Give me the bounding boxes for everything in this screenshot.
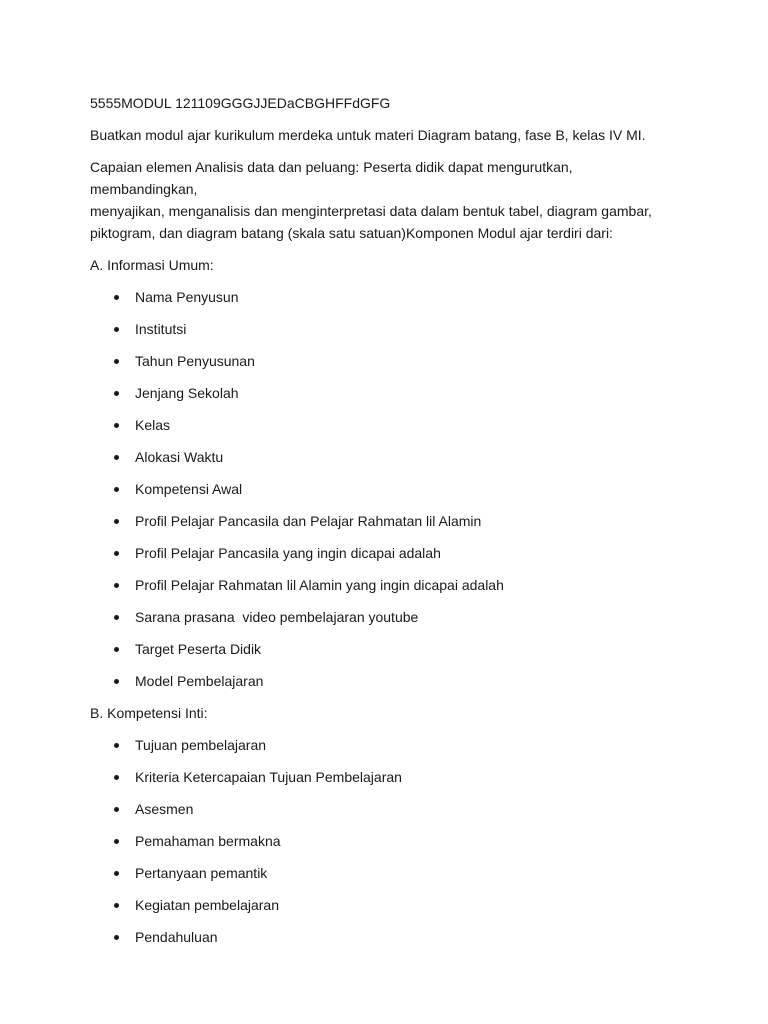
list-item-text: Profil Pelajar Pancasila dan Pelajar Rahmatan lil Alamin <box>135 513 482 529</box>
list-item-text: Kelas <box>135 417 171 433</box>
list-item <box>90 510 676 532</box>
bullet-icon <box>114 551 119 556</box>
list-item-text: Jenjang Sekolah <box>135 385 239 401</box>
list-item <box>90 798 676 820</box>
bullet-icon <box>114 807 119 812</box>
section-b-heading: B. Kompetensi Inti: <box>90 705 208 721</box>
list-item-text: Pendahuluan <box>135 929 218 945</box>
bullet-icon <box>114 295 119 300</box>
list-item-text: Kriteria Ketercapaian Tujuan Pembelajaran <box>135 769 402 785</box>
bullet-icon <box>114 519 119 524</box>
list-item <box>90 734 676 756</box>
bullet-icon <box>114 327 119 332</box>
bullet-icon <box>114 455 119 460</box>
list-item-text: Profil Pelajar Rahmatan lil Alamin yang ingin dicapai adalah <box>135 577 504 593</box>
list-item <box>90 766 676 788</box>
section-a-heading: A. Informasi Umum: <box>90 257 214 273</box>
list-item-text: Institutsi <box>135 321 187 337</box>
list-item <box>90 542 676 564</box>
list-item <box>90 382 676 404</box>
list-item-text: Kegiatan pembelajaran <box>135 897 279 913</box>
bullet-icon <box>114 647 119 652</box>
capaian-paragraph <box>90 156 676 244</box>
bullet-icon <box>114 679 119 684</box>
list-item <box>90 606 676 628</box>
list-item <box>90 894 676 916</box>
list-item-text: Target Peserta Didik <box>135 641 262 657</box>
request-paragraph: Buatkan modul ajar kurikulum merdeka untuk materi Diagram batang, fase B, kelas IV MI. <box>90 127 646 143</box>
bullet-icon <box>114 487 119 492</box>
list-item <box>90 286 676 308</box>
bullet-icon <box>114 839 119 844</box>
section-a-list <box>90 286 676 692</box>
list-item-text: Sarana prasana video pembelajaran youtube <box>135 609 419 625</box>
list-item <box>90 414 676 436</box>
capaian-line: menyajikan, menganalisis dan menginterpretasi data dalam bentuk tabel, diagram gambar, <box>90 203 652 219</box>
list-item <box>90 830 676 852</box>
list-item <box>90 638 676 660</box>
capaian-line: Capaian elemen Analisis data dan peluang: Peserta didik dapat mengurutkan, membandingkan, <box>90 159 573 197</box>
bullet-icon <box>114 935 119 940</box>
list-item-text: Model Pembelajaran <box>135 673 264 689</box>
list-item-text: Kompetensi Awal <box>135 481 243 497</box>
list-item-text: Profil Pelajar Pancasila yang ingin dicapai adalah <box>135 545 441 561</box>
bullet-icon <box>114 359 119 364</box>
bullet-icon <box>114 391 119 396</box>
document-title-line: 5555MODUL 121109GGGJJEDaCBGHFFdGFG <box>90 95 391 111</box>
list-item-text: Tujuan pembelajaran <box>135 737 267 753</box>
list-item-text: Nama Penyusun <box>135 289 239 305</box>
list-item <box>90 926 676 948</box>
list-item <box>90 862 676 884</box>
bullet-icon <box>114 871 119 876</box>
list-item-text: Pertanyaan pemantik <box>135 865 268 881</box>
list-item <box>90 670 676 692</box>
bullet-icon <box>114 423 119 428</box>
bullet-icon <box>114 743 119 748</box>
list-item-text: Tahun Penyusunan <box>135 353 255 369</box>
list-item-text: Asesmen <box>135 801 194 817</box>
bullet-icon <box>114 615 119 620</box>
capaian-line: piktogram, dan diagram batang (skala satu satuan)Komponen Modul ajar terdiri dari: <box>90 225 613 241</box>
list-item-text: Pemahaman bermakna <box>135 833 281 849</box>
section-b-list <box>90 734 676 948</box>
list-item-text: Alokasi Waktu <box>135 449 224 465</box>
list-item <box>90 574 676 596</box>
bullet-icon <box>114 903 119 908</box>
list-item <box>90 350 676 372</box>
bullet-icon <box>114 775 119 780</box>
list-item <box>90 478 676 500</box>
bullet-icon <box>114 583 119 588</box>
list-item <box>90 446 676 468</box>
list-item <box>90 318 676 340</box>
